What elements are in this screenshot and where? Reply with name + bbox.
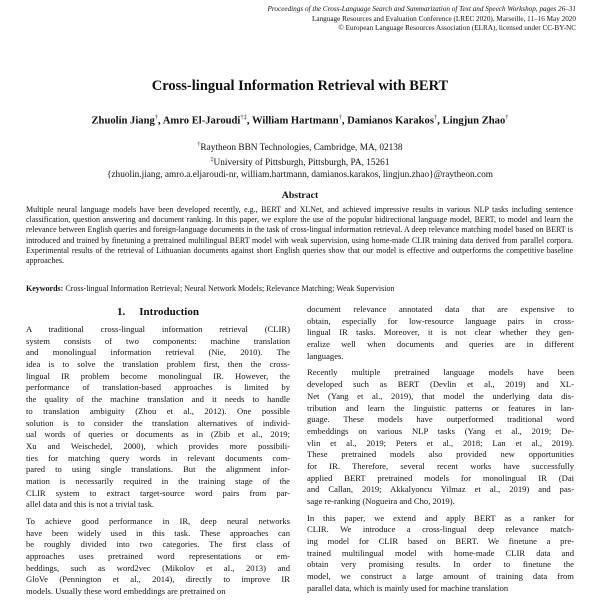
text-line: lingual IR tasks. Moreover, it is not clear whether they gen- — [307, 327, 574, 338]
text-line: ing model for CLIR based on BERT. We finetune a pre- — [307, 536, 574, 547]
text-line: obtain, especially for low-resource language pairs in cross- — [307, 315, 574, 326]
author-mark: † — [338, 114, 342, 121]
author-name: Zhuolin Jiang — [91, 115, 155, 127]
text-line: In this paper, we extend and apply BERT as a ranker for — [307, 512, 574, 523]
text-line: ties for matching query words in relevant documents com- — [26, 452, 290, 463]
text-line: GloVe (Pennington et al., 2014), directly to improve IR — [26, 574, 290, 585]
text-line: developed such as BERT (Devlin et al., 2019) and XL- — [307, 379, 574, 390]
text-line: trained multilingual model with home-made CLIR data and — [307, 547, 574, 558]
affiliation-1 — [0, 140, 600, 155]
text-line: These pretrained models also provided new opportunities — [307, 449, 574, 460]
author-mark: †‡ — [240, 114, 247, 121]
keywords-label: Keywords: — [26, 284, 64, 293]
text-line: allel data and this is not a trivial task. — [26, 499, 155, 510]
text-line: embeddings on various NLP tasks (Yang et al., 2019; De- — [307, 425, 574, 436]
affiliation-2 — [0, 155, 600, 170]
affiliation-text: University of Pittsburgh, Pittsburgh, PA, 15261 — [213, 157, 390, 168]
author-name: Lingjun Zhao — [442, 115, 506, 127]
text-line: Net (Yang et al., 2019), that model the underlying data dis- — [307, 390, 574, 401]
text-line: document relevance annotated data that are expensive to — [307, 304, 574, 314]
text-line: for IR. Therefore, several recent works have successfully — [307, 460, 574, 471]
text-line: tribution and learn the linguistic patterns or features in lan- — [307, 402, 574, 413]
text-line: system consists of two components: machine translation — [26, 335, 290, 346]
text-line: To achieve good performance in IR, deep neural networks — [26, 516, 290, 526]
author-mark: † — [154, 114, 159, 121]
text-line: guage. These models have outperformed traditional word — [307, 414, 574, 425]
text-line: beddings, such as word2vec (Mikolov et al., 2013) and — [26, 562, 290, 573]
text-line: have been widely used in this task. These approaches can — [26, 527, 290, 538]
affiliation-mark: † — [197, 142, 201, 148]
section-number: 1. — [117, 306, 126, 318]
header-line-3: © European Language Resources Association (ELRA), licensed under CC-BY-NC — [338, 24, 576, 33]
text-line: CLIR system to extract target-source word pairs from par- — [26, 487, 290, 498]
header-line-1: Proceedings of the Cross-Language Search and Summarization of Text and Speech Workshop, pages 26–31 — [267, 5, 576, 13]
section-title: Introduction — [139, 306, 199, 318]
paragraph — [307, 304, 574, 362]
keywords — [26, 284, 573, 294]
text-line: A traditional cross-lingual information retrieval (CLIR) — [26, 324, 290, 334]
abstract-body: Multiple neural language models have been developed recently, e.g., BERT and XLNet, and achieved impressive results in various NLP tasks including sentence classification, question answering and document ranking. In this paper, we explore the use of the popular bidirectional language model, BERT, to model and learn the relevance between English queries and foreign-language documents in the task of cross-lingual information retrieval. A deep relevance matching model based on BERT is introduced and trained by finetuning a pretrained multilingual BERT model with weak supervision, using home-made CLIR training data derived from parallel corpora. Experimental results of the retrieval of Lithuanian documents against short English queries show that our model is effective and outperforms the competitive baseline approaches. — [26, 205, 573, 266]
text-line: ual words of queries or documents as in (Zbib et al., 2019; — [26, 429, 290, 440]
text-line: vlin et al., 2019; Peters et al., 2018; Lan et al., 2019). — [307, 437, 574, 448]
text-line: applied BERT pretrained models for monolingual IR (Dai — [307, 472, 574, 483]
author-name: Damianos Karakos — [347, 115, 434, 127]
right-column — [307, 304, 574, 595]
header-line-2: Language Resources and Evaluation Conference (LREC 2020), Marseille, 11–16 May 2020 — [312, 14, 576, 23]
paragraph — [26, 324, 290, 511]
text-line: idea is to solve the translation problem first, then the cross- — [26, 359, 290, 370]
paper-title: Cross-lingual Information Retrieval with BERT — [151, 78, 449, 94]
text-line: be roughly divided into two categories. The first class of — [26, 539, 290, 550]
text-line: approaches uses pretrained word representations or em- — [26, 551, 290, 562]
text-line: and monolingual information retrieval (Nie, 2010). The — [26, 347, 290, 358]
paragraph — [26, 516, 290, 598]
text-line: Xu and Weischedel, 2000), which provides more possibili- — [26, 440, 290, 451]
text-line: mation is necessarily required in the training stage of the — [26, 475, 290, 486]
abstract-heading: Abstract — [281, 190, 319, 201]
author-mark: † — [505, 114, 509, 121]
author-mark: † — [433, 114, 438, 121]
left-column — [26, 324, 290, 598]
text-line: solution is to consider the translation alternatives of individ- — [26, 417, 290, 428]
proceedings-header — [196, 5, 576, 34]
text-line: model, we construct a large amount of training data from — [307, 571, 574, 582]
author-name: William Hartmann — [251, 115, 339, 127]
affiliations — [0, 140, 600, 182]
keywords-text: Cross-lingual Information Retrieval; Neural Network Models; Relevance Matching; Weak Supervision — [65, 284, 395, 293]
text-line: lingual IR problem become monolingual IR. However, the — [26, 370, 290, 381]
text-line: models. Usually these word embeddings are pretrained on — [26, 586, 226, 597]
text-line: obtain very promising results. In order to finetune the — [307, 559, 574, 570]
affiliation-mark: ‡ — [210, 156, 214, 163]
text-line: eralize well when documents and queries are in different — [307, 339, 574, 350]
text-line: and Callan, 2019; Akkalyoncu Yilmaz et al., 2019) and pas- — [307, 484, 574, 495]
text-line: languages. — [307, 350, 344, 361]
paragraph — [307, 367, 574, 507]
author-name: Amro El-Jaroudi — [162, 115, 241, 127]
text-line: sage re-ranking (Nogueira and Cho, 2019). — [307, 496, 455, 506]
author-list: Zhuolin Jiang†, Amro El-Jaroudi†‡, William Hartmann†, Damianos Karakos†, Lingjun Zhao† — [91, 114, 509, 127]
text-line: the quality of the machine translation and it needs to handle — [26, 394, 290, 405]
paragraph — [307, 513, 574, 595]
text-line: performance of translation-based approaches is limited by — [26, 382, 290, 393]
text-line: to translation ambiguity (Zhou et al., 2012). One possible — [26, 405, 290, 416]
text-line: parallel data, which is mainly used for machine translation — [307, 582, 509, 593]
affiliation-text: Raytheon BBN Technologies, Cambridge, MA, 02138 — [200, 143, 403, 154]
text-line: Recently multiple pretrained language models have been — [307, 367, 574, 378]
author-emails: {zhuolin.jiang, amro.a.eljaroudi-nr, william.hartmann, damianos.karakos, lingjun.zhao}@raytheon.com — [106, 169, 494, 180]
text-line: CLIR. We introduce a cross-lingual deep relevance match- — [307, 524, 574, 535]
section-heading — [26, 306, 290, 318]
text-line: pared to using single translations. But the alignment infor- — [26, 464, 290, 475]
